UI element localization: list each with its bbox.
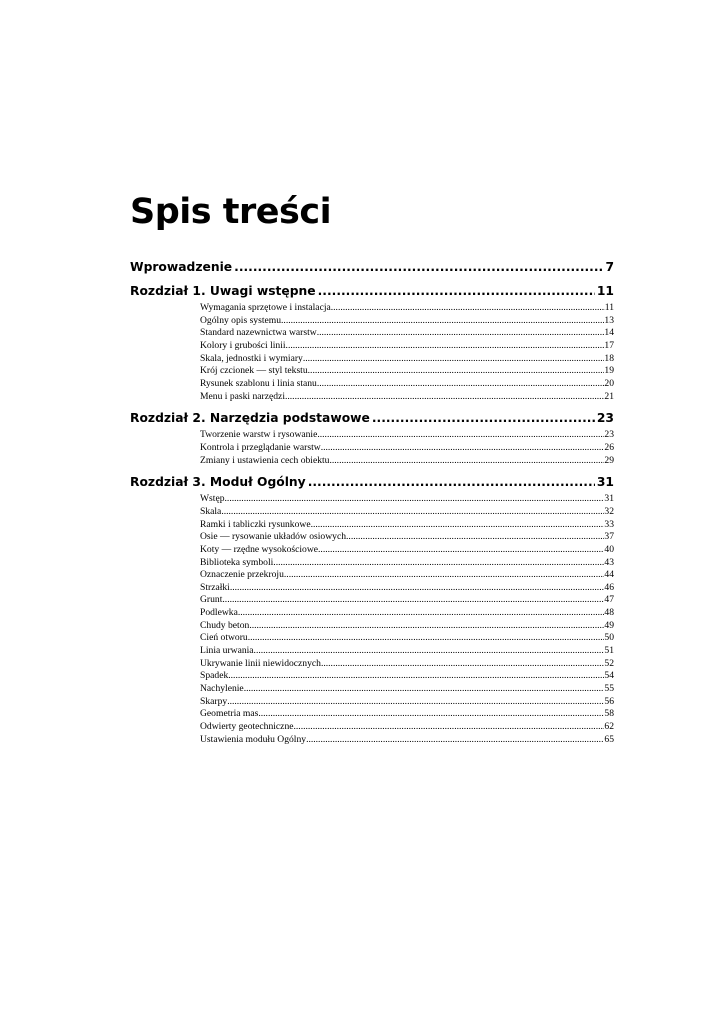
section-label: Ramki i tabliczki rysunkowe xyxy=(200,518,311,530)
section-entry[interactable] xyxy=(200,721,614,734)
section-page-number: 55 xyxy=(604,683,614,695)
section-entry[interactable] xyxy=(200,569,614,582)
dot-leader xyxy=(228,670,604,683)
section-label: Grunt xyxy=(200,594,223,606)
section-page-number: 50 xyxy=(604,632,614,644)
section-entry[interactable] xyxy=(200,391,614,404)
section-label: Rysunek szablonu i linia stanu xyxy=(200,377,317,389)
dot-leader xyxy=(221,506,604,519)
section-entry[interactable] xyxy=(200,378,614,391)
section-page-number: 43 xyxy=(604,556,614,568)
dot-leader xyxy=(346,531,604,544)
section-entry[interactable] xyxy=(200,607,614,620)
section-entry[interactable] xyxy=(200,658,614,671)
section-label: Chudy beton xyxy=(200,619,250,631)
section-page-number: 14 xyxy=(604,327,614,339)
toc-chapter xyxy=(130,282,614,403)
section-page-number: 54 xyxy=(604,670,614,682)
dot-leader xyxy=(227,696,604,709)
dot-leader xyxy=(222,594,604,607)
section-entry[interactable] xyxy=(200,327,614,340)
dot-leader xyxy=(308,473,595,491)
chapter-label: Rozdział 3. Moduł Ogólny xyxy=(130,475,306,490)
toc-chapter xyxy=(130,473,614,746)
section-label: Skala, jednostki i wymiary xyxy=(200,352,303,364)
section-entry[interactable] xyxy=(200,429,614,442)
section-page-number: 17 xyxy=(604,339,614,351)
dot-leader xyxy=(248,632,605,645)
dot-leader xyxy=(249,620,604,633)
section-page-number: 23 xyxy=(604,429,614,441)
section-page-number: 46 xyxy=(604,581,614,593)
section-label: Ogólny opis systemu xyxy=(200,314,282,326)
section-page-number: 21 xyxy=(604,390,614,402)
table-of-contents xyxy=(130,258,614,752)
section-page-number: 31 xyxy=(604,493,614,505)
section-page-number: 18 xyxy=(604,352,614,364)
section-entry[interactable] xyxy=(200,455,614,468)
chapter-heading[interactable] xyxy=(130,282,614,300)
dot-leader xyxy=(286,340,605,353)
dot-leader xyxy=(244,683,605,696)
chapter-heading[interactable] xyxy=(130,473,614,491)
chapter-list xyxy=(130,282,614,746)
section-page-number: 11 xyxy=(604,302,614,313)
section-entry[interactable] xyxy=(200,302,614,315)
section-list xyxy=(200,429,614,467)
section-entry[interactable] xyxy=(200,708,614,721)
section-label: Biblioteka symboli xyxy=(200,556,274,568)
dot-leader xyxy=(317,378,605,391)
section-label: Podlewka xyxy=(200,607,238,619)
section-page-number: 56 xyxy=(604,695,614,707)
section-entry[interactable] xyxy=(200,365,614,378)
section-entry[interactable] xyxy=(200,519,614,532)
section-page-number: 62 xyxy=(604,721,614,733)
section-entry[interactable] xyxy=(200,557,614,570)
section-entry[interactable] xyxy=(200,632,614,645)
section-label: Cień otworu xyxy=(200,632,248,644)
section-entry[interactable] xyxy=(200,442,614,455)
section-page-number: 49 xyxy=(604,619,614,631)
section-label: Oznaczenie przekroju xyxy=(200,569,284,581)
chapter-page-number: 11 xyxy=(596,284,614,298)
section-label: Geometria mas xyxy=(200,708,259,720)
section-page-number: 44 xyxy=(604,569,614,581)
dot-leader xyxy=(234,258,603,276)
section-label: Menu i paski narzędzi xyxy=(200,390,285,402)
chapter-heading[interactable] xyxy=(130,409,614,427)
section-label: Spadek xyxy=(200,670,229,682)
section-page-number: 40 xyxy=(604,543,614,555)
page-title: Spis treści xyxy=(130,192,332,232)
section-list xyxy=(200,493,614,746)
dot-leader xyxy=(317,429,604,442)
dot-leader xyxy=(321,658,604,671)
toc-intro xyxy=(130,258,614,276)
section-page-number: 26 xyxy=(604,441,614,453)
dot-leader xyxy=(230,582,605,595)
dot-leader xyxy=(308,365,605,378)
section-page-number: 37 xyxy=(604,531,614,543)
chapter-page-number: 7 xyxy=(605,260,614,274)
section-page-number: 29 xyxy=(604,454,614,466)
section-label: Linia urwania xyxy=(200,645,254,657)
section-entry[interactable] xyxy=(200,531,614,544)
section-entry[interactable] xyxy=(200,696,614,709)
dot-leader xyxy=(317,327,605,340)
section-page-number: 47 xyxy=(604,594,614,606)
section-page-number: 58 xyxy=(604,708,614,720)
section-label: Skarpy xyxy=(200,695,228,707)
section-entry[interactable] xyxy=(200,734,614,747)
section-page-number: 52 xyxy=(604,657,614,669)
section-label: Zmiany i ustawienia cech obiektu xyxy=(200,454,330,466)
section-entry[interactable] xyxy=(200,620,614,633)
section-entry[interactable] xyxy=(200,315,614,328)
dot-leader xyxy=(318,282,595,300)
dot-leader xyxy=(294,721,605,734)
section-entry[interactable] xyxy=(200,582,614,595)
section-label: Ukrywanie linii niewidocznych xyxy=(200,657,321,669)
dot-leader xyxy=(311,519,605,532)
dot-leader xyxy=(321,442,605,455)
section-page-number: 48 xyxy=(604,607,614,619)
section-entry[interactable] xyxy=(200,340,614,353)
dot-leader xyxy=(318,544,604,557)
dot-leader xyxy=(306,734,604,747)
chapter-page-number: 23 xyxy=(596,411,614,426)
section-list xyxy=(200,302,614,403)
section-entry[interactable] xyxy=(200,670,614,683)
chapter-label: Rozdział 2. Narzędzia podstawowe xyxy=(130,411,370,426)
section-label: Kontrola i przeglądanie warstw xyxy=(200,441,321,453)
dot-leader xyxy=(303,353,605,366)
section-entry[interactable] xyxy=(200,353,614,366)
dot-leader xyxy=(281,315,604,328)
chapter-label: Wprowadzenie xyxy=(130,260,233,274)
dot-leader xyxy=(285,391,604,404)
section-entry[interactable] xyxy=(200,683,614,696)
section-page-number: 20 xyxy=(604,377,614,389)
chapter-heading[interactable] xyxy=(130,258,614,276)
section-label: Wymagania sprzętowe i instalacja xyxy=(200,302,331,313)
section-label: Skala xyxy=(200,505,222,517)
section-label: Standard nazewnictwa warstw xyxy=(200,327,317,339)
chapter-page-number: 31 xyxy=(596,475,614,490)
dot-leader xyxy=(258,708,604,721)
section-label: Wstęp xyxy=(200,493,225,505)
section-entry[interactable] xyxy=(200,506,614,519)
dot-leader xyxy=(284,569,605,582)
section-label: Kolory i grubości linii xyxy=(200,339,286,351)
section-label: Osie — rysowanie układów osiowych xyxy=(200,531,347,543)
section-page-number: 32 xyxy=(604,505,614,517)
toc-chapter xyxy=(130,409,614,467)
dot-leader xyxy=(331,302,605,315)
section-page-number: 19 xyxy=(604,365,614,377)
section-entry[interactable] xyxy=(200,645,614,658)
section-label: Ustawienia modułu Ogólny xyxy=(200,733,307,745)
section-entry[interactable] xyxy=(200,493,614,506)
chapter-label: Rozdział 1. Uwagi wstępne xyxy=(130,284,316,298)
section-page-number: 13 xyxy=(604,314,614,326)
dot-leader xyxy=(273,557,604,570)
dot-leader xyxy=(329,455,604,468)
dot-leader xyxy=(372,409,595,427)
section-entry[interactable] xyxy=(200,594,614,607)
section-entry[interactable] xyxy=(200,544,614,557)
section-label: Strzałki xyxy=(200,581,230,593)
dot-leader xyxy=(254,645,605,658)
section-label: Koty — rzędne wysokościowe xyxy=(200,543,319,555)
section-label: Krój czcionek — styl tekstu xyxy=(200,365,308,377)
section-page-number: 65 xyxy=(604,733,614,745)
section-page-number: 51 xyxy=(604,645,614,657)
dot-leader xyxy=(238,607,605,620)
section-label: Tworzenie warstw i rysowanie xyxy=(200,429,318,441)
section-label: Nachylenie xyxy=(200,683,244,695)
dot-leader xyxy=(225,493,605,506)
section-label: Odwierty geotechniczne xyxy=(200,721,294,733)
section-page-number: 33 xyxy=(604,518,614,530)
